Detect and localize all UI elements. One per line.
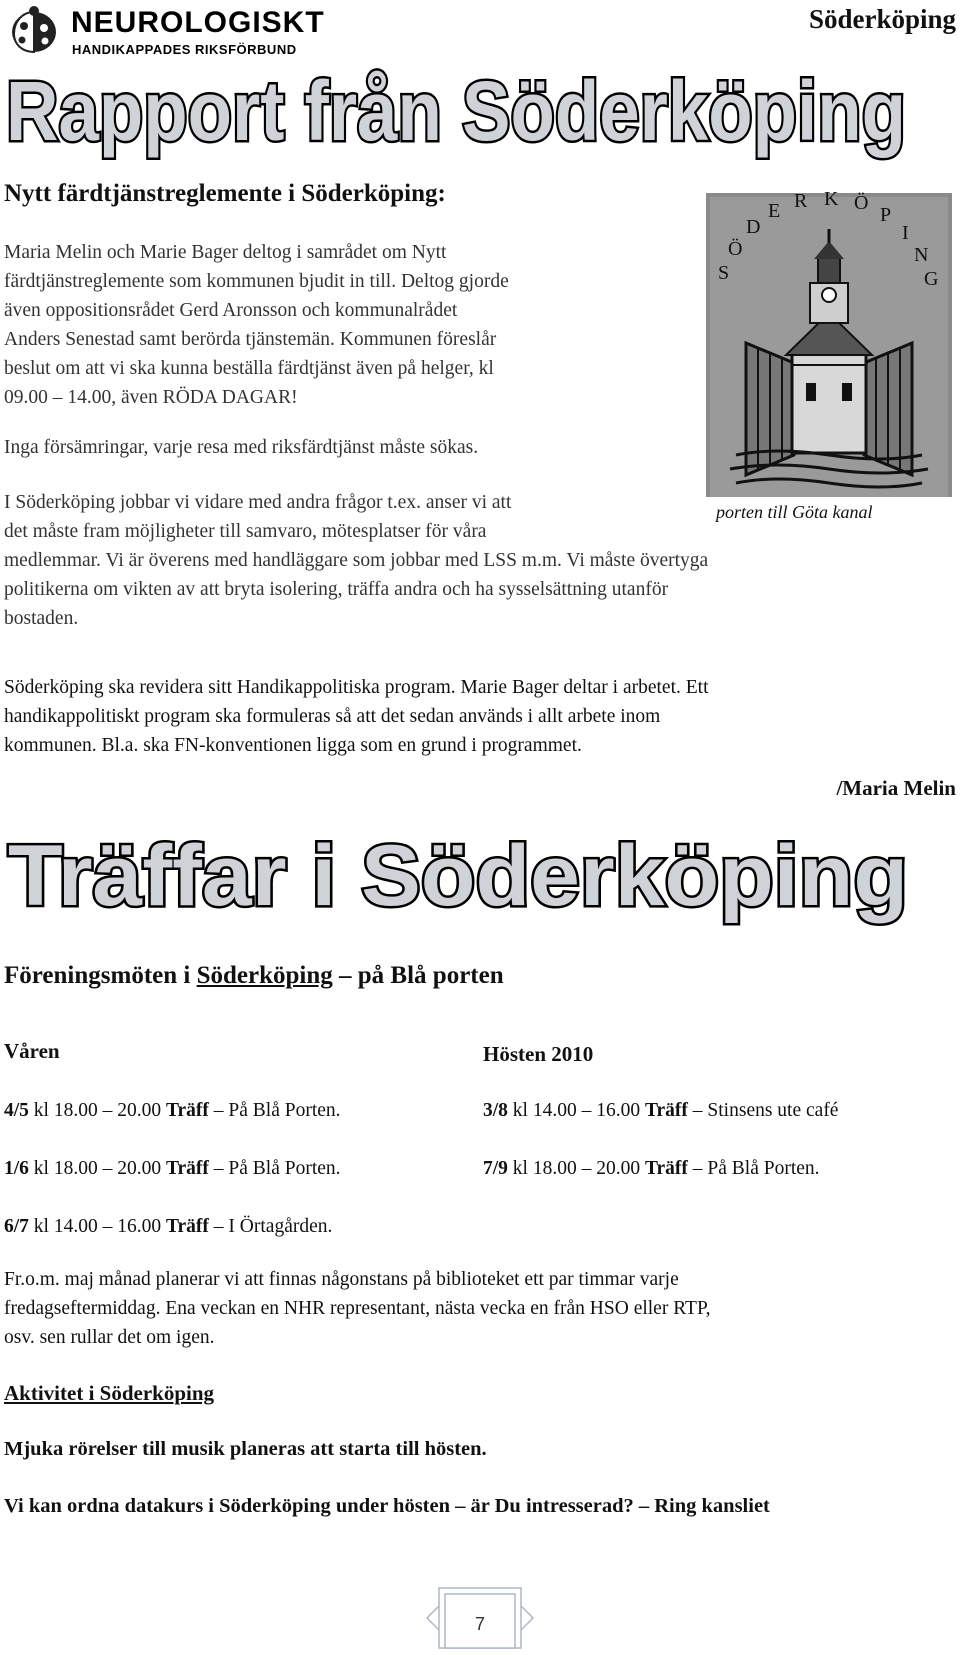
svg-text:E: E	[768, 200, 781, 222]
text-line: Maria Melin och Marie Bager deltog i samrådet om Nytt	[4, 242, 447, 263]
schedule-time: kl 18.00 – 20.00	[28, 1158, 166, 1179]
schedule-item	[4, 1158, 341, 1180]
schedule-item	[4, 1100, 341, 1122]
paragraph-forsamringar: Inga försämringar, varje resa med riksfärdtjänst måste sökas.	[4, 437, 479, 458]
svg-text:Ö: Ö	[854, 192, 869, 214]
section-title-fardtjanst: Nytt färdtjänstreglemente i Söderköping:	[4, 180, 446, 207]
svg-text:G: G	[924, 268, 939, 290]
text-line: bostaden.	[4, 608, 79, 629]
schedule-item	[4, 1216, 332, 1238]
schedule-what: Träff	[644, 1100, 688, 1121]
schedule-what: Träff	[165, 1216, 209, 1237]
schedule-time: kl 14.00 – 16.00	[28, 1216, 166, 1237]
banner-traffar-text: Träffar i Söderköping	[8, 828, 908, 924]
logo-subtitle: HANDIKAPPADES RIKSFÖRBUND	[72, 42, 297, 57]
text-line: handikappolitiskt program ska formuleras så att det sedan används i allt arbete inom	[4, 706, 661, 727]
schedule-date: 6/7	[4, 1216, 29, 1237]
schedule-item	[483, 1100, 838, 1122]
text-line: politikerna om vikten av att bryta isolering, träffa andra och ha sysselsättning utanför	[4, 579, 669, 600]
logo-title: NEUROLOGISKT	[71, 6, 325, 39]
ladybug-logo-icon	[6, 4, 62, 56]
text-line: fredagseftermiddag. Ena veckan en NHR representant, nästa vecka en från HSO eller RTP,	[4, 1298, 711, 1319]
schedule-where: – På Blå Porten.	[687, 1158, 820, 1179]
schedule-where: – Stinsens ute café	[687, 1100, 839, 1121]
text-line: Anders Senestad samt berörda tjänstemän. Kommunen föreslår	[4, 329, 497, 350]
schedule-what: Träff	[165, 1100, 209, 1121]
schedule-what: Träff	[644, 1158, 688, 1179]
svg-text:N: N	[914, 244, 929, 266]
text-line: Söderköping ska revidera sitt Handikappolitiska program. Marie Bager deltar i arbetet. Ett	[4, 677, 709, 698]
schedule-what: Träff	[165, 1158, 209, 1179]
schedule-time: kl 18.00 – 20.00	[28, 1100, 166, 1121]
svg-text:D: D	[746, 216, 761, 238]
text-line: medlemmar. Vi är överens med handläggare som jobbar med LSS m.m. Vi måste övertyga	[4, 550, 709, 571]
activity-title: Aktivitet i Söderköping	[4, 1381, 215, 1405]
schedule-where: – På Blå Porten.	[208, 1158, 341, 1179]
schedule-date: 3/8	[483, 1100, 508, 1121]
schedule-date: 4/5	[4, 1100, 29, 1121]
schedule-item	[483, 1158, 820, 1180]
banner-rapport-text: Rapport från Söderköping	[6, 64, 906, 158]
image-caption: porten till Göta kanal	[716, 502, 873, 522]
page-number-badge	[425, 1580, 535, 1650]
svg-text:R: R	[794, 190, 808, 212]
soderkoping-lighthouse-drawing	[706, 188, 952, 525]
text-line: I Söderköping jobbar vi vidare med andra frågor t.ex. anser vi att	[4, 492, 512, 513]
schedule-date: 1/6	[4, 1158, 29, 1179]
title-prefix: Föreningsmöten i	[4, 962, 197, 989]
svg-text:Ö: Ö	[728, 238, 743, 260]
section-title-foreningsmoten	[4, 962, 504, 990]
header-place: Söderköping	[808, 4, 956, 34]
text-line: Fr.o.m. maj månad planerar vi att finnas någonstans på biblioteket ett par timmar varje	[4, 1269, 679, 1290]
text-line: det måste fram möjligheter till samvaro, mötesplatser för våra	[4, 521, 487, 542]
title-suffix: – på Blå porten	[332, 962, 504, 989]
text-line: färdtjänstreglemente som kommunen bjudit in till. Deltog gjorde	[4, 271, 509, 292]
nhr-logo	[6, 4, 376, 56]
schedule-time: kl 18.00 – 20.00	[507, 1158, 645, 1179]
text-line: även oppositionsrådet Gerd Aronsson och kommunalrådet	[4, 300, 458, 321]
svg-text:K: K	[824, 188, 839, 210]
schedule-time: kl 14.00 – 16.00	[507, 1100, 645, 1121]
svg-text:I: I	[902, 222, 909, 244]
svg-text:P: P	[880, 204, 892, 226]
title-place: Söderköping	[196, 962, 333, 989]
paragraph-samradet	[4, 238, 704, 412]
svg-text:S: S	[718, 262, 730, 284]
text-line: 09.00 – 14.00, även RÖDA DAGAR!	[4, 387, 298, 408]
banner-rapport	[0, 60, 920, 160]
page-number: 7	[474, 1614, 486, 1634]
text-line: osv. sen rullar det om igen.	[4, 1327, 215, 1348]
paragraph-biblioteket	[4, 1265, 954, 1352]
schedule-where: – I Örtagården.	[208, 1216, 333, 1237]
banner-traffar	[0, 825, 920, 925]
schedule-date: 7/9	[483, 1158, 508, 1179]
signature: /Maria Melin	[836, 776, 956, 800]
schedule-where: – På Blå Porten.	[208, 1100, 341, 1121]
text-line: beslut om att vi ska kunna beställa färdtjänst även på helger, kl	[4, 358, 494, 379]
activity-musik: Mjuka rörelser till musik planeras att starta till hösten.	[4, 1438, 487, 1460]
column-title-hosten: Hösten 2010	[483, 1042, 594, 1066]
paragraph-handikappolitiska	[4, 673, 954, 760]
activity-datakurs: Vi kan ordna datakurs i Söderköping under hösten – är Du intresserad? – Ring kansliet	[4, 1495, 770, 1517]
column-title-varen: Våren	[4, 1039, 60, 1063]
text-line: kommunen. Bl.a. ska FN-konventionen ligga som en grund i programmet.	[4, 735, 582, 756]
